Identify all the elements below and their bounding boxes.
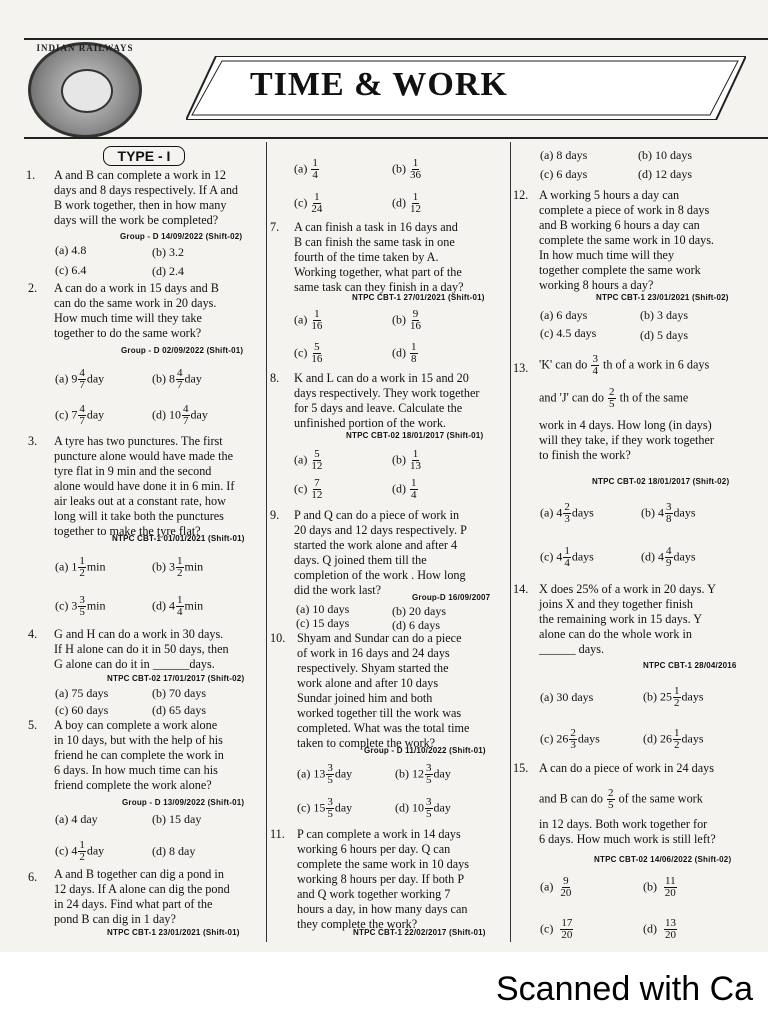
- question-number: 7.: [270, 220, 280, 234]
- option: (d) 10 $\frac{4}{7}$ day: [152, 403, 208, 427]
- question-text: P and Q can do a piece of work in 20 days and 12 days respectively. P started the work alone and after 4 days. Q joined them till the completion of the work . How long did the work last?: [294, 508, 467, 597]
- option: (b) 3 days: [640, 308, 688, 322]
- option: (c) $\frac{17}{20}$: [540, 917, 573, 941]
- question-text: X does 25% of a work in 20 days. Y joins X and they together finish the remaining work in 15 days. Y alone can do the whole work in ______ days.: [539, 582, 716, 656]
- option: (c) 3 $\frac{3}{5}$ min: [55, 594, 106, 618]
- page-title: TIME & WORK: [250, 66, 508, 103]
- question-text: A can finish a task in 16 days and B can finish the same task in one fourth of the time taken by A. Working together, what part of the same task can they finish in a day?: [294, 220, 464, 294]
- question-text: A working 5 hours a day can complete a piece of work in 8 days and B working 6 hours a day can complete the same work in 10 days. In how much time will they together complete the same work working 8 hours a day?: [539, 188, 714, 292]
- column-divider-1: [266, 142, 267, 942]
- question-text: Shyam and Sundar can do a piece of work in 16 days and 24 days respectively. Shyam started the work alone and after 10 days Sundar joined him and both worked together till the work was completed. What was the total time taken to complete the work?: [297, 631, 470, 750]
- question-number: 3.: [28, 434, 38, 448]
- question-text: A tyre has two punctures. The first puncture alone would have made the tyre flat in 9 min and the second alone would have done it in 6 min. If air leaks out at a constant rate, how long will it take both the punctures together to make the tyre flat?: [54, 434, 235, 538]
- option: (b) 10 days: [638, 148, 692, 162]
- option: (a) $\frac{5}{12}$: [294, 448, 323, 472]
- option: (b) 15 day: [152, 812, 202, 826]
- option: (d) 10 $\frac{3}{5}$ day: [395, 796, 451, 820]
- option: (d) 4 $\frac{1}{4}$ min: [152, 594, 204, 618]
- option: (a) 13 $\frac{3}{5}$ day: [297, 762, 353, 786]
- option: (d) 4 $\frac{4}{9}$ days: [641, 545, 696, 569]
- question-text: P can complete a work in 14 days working 6 hours per day. Q can complete the same work in 10 days working 8 hours per day. If both P and Q work together working 7 hours a day, in how many days can they complete the work?: [297, 827, 469, 931]
- option: (c) 6 days: [540, 167, 588, 181]
- scanner-watermark: Scanned with Ca: [496, 970, 754, 1008]
- option: (b) 3 $\frac{1}{2}$ min: [152, 555, 204, 579]
- source-tag: NTPC CBT-1 23/01/2021 (Shift-01): [107, 928, 240, 937]
- option: (a) 4.8: [55, 243, 87, 257]
- source-tag: Group - D 02/09/2022 (Shift-01): [121, 346, 244, 355]
- question-text: A can do a piece of work in 24 days and B can do $\frac{2}{5}$ of the same work in 12 days. Both work together for 6 days. How much work is still left?: [539, 761, 716, 846]
- question-text: K and L can do a work in 15 and 20 days respectively. They work together for 5 days and leave. Calculate the unfinished portion of the work.: [294, 371, 480, 430]
- source-tag: NTPC CBT-02 18/01/2017 (Shift-02): [592, 477, 730, 486]
- question-number: 1.: [26, 168, 36, 182]
- source-tag: Group - D 13/09/2022 (Shift-01): [122, 798, 245, 807]
- question-number: 13.: [513, 361, 529, 375]
- option: (a) 30 days: [540, 690, 594, 704]
- question-text: A and B together can dig a pond in 12 days. If A alone can dig the pond in 24 days. Find what part of the pond B can dig in 1 day?: [54, 867, 230, 926]
- option: (c) $\frac{7}{12}$: [294, 477, 323, 501]
- source-tag: Group - D 11/10/2022 (Shift-01): [364, 746, 486, 755]
- option: (b) 12 $\frac{3}{5}$ day: [395, 762, 451, 786]
- option: (d) $\frac{1}{4}$: [392, 477, 417, 501]
- option: (d) 6 days: [392, 618, 440, 632]
- question-number: 9.: [270, 508, 280, 522]
- option: (c) $\frac{5}{16}$: [294, 341, 323, 365]
- option: (d) $\frac{1}{8}$: [392, 341, 417, 365]
- question-text: A can do a work in 15 days and B can do the same work in 20 days. How much time will they take together to do the same work?: [54, 281, 219, 340]
- option: (b) 70 days: [152, 686, 206, 700]
- option: (c) 4 $\frac{1}{4}$ days: [540, 545, 594, 569]
- type-badge: TYPE - I: [103, 146, 185, 166]
- option: (d) 12 days: [638, 167, 692, 181]
- option: (a) 10 days: [296, 602, 350, 616]
- railway-logo: [28, 42, 142, 138]
- option: (d) 65 days: [152, 703, 206, 717]
- question-number: 12.: [513, 188, 529, 202]
- question-number: 4.: [28, 627, 38, 641]
- question-number: 2.: [28, 281, 38, 295]
- option: (c) 60 days: [55, 703, 109, 717]
- source-tag: NTPC CBT-02 18/01/2017 (Shift-01): [346, 431, 484, 440]
- source-tag: NTPC CBT-1 01/01/2021 (Shift-01): [112, 534, 245, 543]
- source-tag: NTPC CBT-1 28/04/2016: [643, 661, 737, 670]
- source-tag: Group - D 14/09/2022 (Shift-02): [120, 232, 243, 241]
- source-tag: NTPC CBT-02 17/01/2017 (Shift-02): [107, 674, 245, 683]
- logo-text: INDIAN RAILWAYS: [36, 43, 134, 53]
- question-number: 11.: [270, 827, 285, 841]
- question-number: 15.: [513, 761, 529, 775]
- option: (b) 8 $\frac{4}{7}$ day: [152, 367, 202, 391]
- header-bottom-rule: [24, 137, 768, 139]
- option: (c) 6.4: [55, 263, 87, 277]
- option: (d) $\frac{1}{12}$: [392, 191, 421, 215]
- question-text: A and B can complete a work in 12 days and 8 days respectively. If A and B work together, then in how many days will the work be completed?: [54, 168, 239, 227]
- source-tag: NTPC CBT-02 14/06/2022 (Shift-02): [594, 855, 732, 864]
- option: (b) 25 $\frac{1}{2}$ days: [643, 685, 704, 709]
- option: (c) $\frac{1}{24}$: [294, 191, 323, 215]
- option: (c) 7 $\frac{4}{7}$ day: [55, 403, 105, 427]
- option: (c) 4 $\frac{1}{2}$ day: [55, 839, 105, 863]
- option: (a) $\frac{1}{16}$: [294, 308, 323, 332]
- option: (d) 8 day: [152, 844, 196, 858]
- question-text: 'K' can do $\frac{3}{4}$ th of a work in 6 days and 'J' can do $\frac{2}{5}$ th of the same work in 4 days. How long (in days) will they take, if they work together to finish the work?: [539, 353, 714, 462]
- question-number: 6.: [28, 870, 38, 884]
- option: (d) 5 days: [640, 328, 688, 342]
- option: (b) 20 days: [392, 604, 446, 618]
- question-text: A boy can complete a work alone in 10 days, but with the help of his friend he can complete the work in 6 days. In how much time can his friend complete the work alone?: [54, 718, 224, 792]
- question-number: 8.: [270, 371, 280, 385]
- option: (b) $\frac{11}{20}$: [643, 875, 676, 899]
- option: (c) 15 $\frac{3}{5}$ day: [297, 796, 353, 820]
- option: (a) 4 day: [55, 812, 98, 826]
- option: (d) 2.4: [152, 264, 184, 278]
- option: (a) 1 $\frac{1}{2}$ min: [55, 555, 106, 579]
- option: (b) 4 $\frac{3}{8}$ days: [641, 501, 696, 525]
- header-rule: [24, 38, 768, 40]
- logo-emblem: [61, 69, 113, 113]
- option: (b) 3.2: [152, 245, 184, 259]
- option: (b) $\frac{1}{36}$: [392, 157, 421, 181]
- source-tag: NTPC CBT-1 22/02/2017 (Shift-01): [353, 928, 486, 937]
- column-divider-2: [510, 142, 511, 942]
- question-text: G and H can do a work in 30 days. If H alone can do it in 50 days, then G alone can do it in ______days.: [54, 627, 229, 671]
- option: (c) 15 days: [296, 616, 350, 630]
- option: (a) 9 $\frac{4}{7}$ day: [55, 367, 105, 391]
- option: (a) $\frac{1}{4}$: [294, 157, 318, 181]
- option: (d) 26 $\frac{1}{2}$ days: [643, 727, 704, 751]
- option: (b) $\frac{1}{13}$: [392, 448, 421, 472]
- option: (a) 6 days: [540, 308, 588, 322]
- option: (b) $\frac{9}{16}$: [392, 308, 421, 332]
- option: (d) $\frac{13}{20}$: [643, 917, 676, 941]
- option: (a) 75 days: [55, 686, 109, 700]
- question-number: 5.: [28, 718, 38, 732]
- source-tag: NTPC CBT-1 23/01/2021 (Shift-02): [596, 293, 729, 302]
- source-tag: NTPC CBT-1 27/01/2021 (Shift-01): [352, 293, 485, 302]
- option: (c) 4.5 days: [540, 326, 597, 340]
- option: (a) 8 days: [540, 148, 588, 162]
- option: (a) $\frac{9}{20}$: [540, 875, 572, 899]
- source-tag: Group-D 16/09/2007: [412, 593, 491, 602]
- question-number: 14.: [513, 582, 529, 596]
- option: (c) 26 $\frac{2}{3}$ days: [540, 727, 600, 751]
- option: (a) 4 $\frac{2}{3}$ days: [540, 501, 594, 525]
- question-number: 10.: [270, 631, 286, 645]
